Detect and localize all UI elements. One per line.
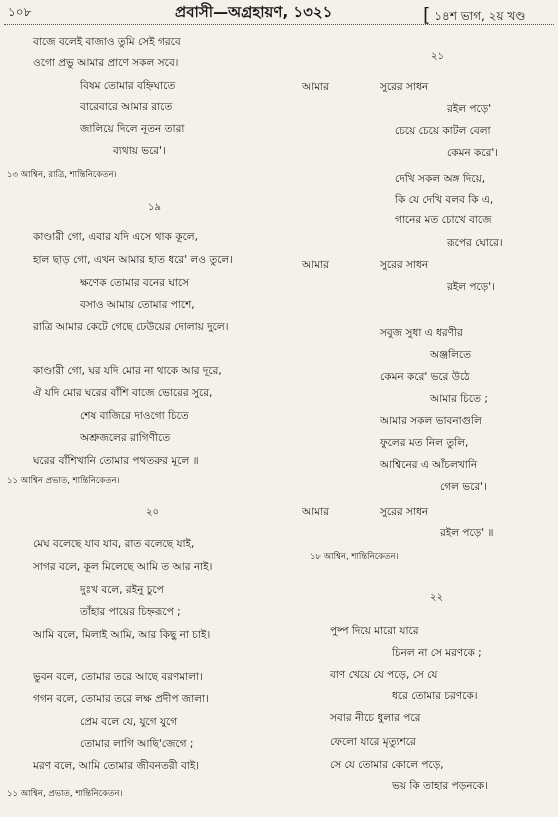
verse-line: মরণ বলে, আমি তোমার জীবনতরী বাই। [33, 760, 200, 772]
header-rule [4, 24, 554, 25]
poem-number: ২২ [430, 592, 444, 603]
verse-line: জালিয়ে দিলে নূতন তারা [80, 123, 185, 135]
verse-line: আমার চিতে ; [430, 393, 488, 405]
verse-line: ঐ যদি মোর ঘরের বাঁশি বাজে ভোরের সুরে, [33, 387, 213, 399]
verse-line: ব্যথায় ভরে'। [113, 145, 166, 157]
verse-line: ধরে তোমার চরণকে। [392, 690, 478, 702]
verse-line: প্রেম বলে যে, যুগে যুগে [80, 716, 178, 728]
verse-line: সে যে তোমার কোলে পড়ে, [330, 759, 444, 771]
verse-line: আমার [302, 506, 329, 518]
verse-line: ভয় কি তাহার পড়নকে। [392, 780, 488, 792]
verse-line: রইল পড়ে' ॥ [440, 527, 494, 539]
verse-line: দুঃখ বলে, রইনু চুপে [80, 584, 164, 596]
poem-number: ১৯ [148, 202, 161, 213]
dateline-note: ১৮ আশ্বিন, শান্তিনিকেতন। [310, 552, 399, 562]
journal-title: প্রবাসী—অগ্রহায়ণ, ১৩২১ [175, 3, 333, 21]
verse-line: বিষম তোমার বহ্নিঘাতে [80, 80, 176, 92]
verse-line: রইল পড়ে'। [447, 281, 495, 293]
verse-line: ওগো প্রভু আমার প্রাণে সকল সবে। [33, 57, 179, 69]
verse-line: বাণ খেয়ে যে পড়ে, সে যে [330, 669, 438, 681]
verse-line: ক্ষণেক তোমার বনের ঘাসে [80, 277, 190, 289]
verse-line: রাত্রি আমার কেটে গেছে ঢেউয়ের দোলায় দুলে। [33, 321, 229, 333]
bracket-glyph: [ [423, 4, 431, 26]
verse-line: অঞ্জলিতে [430, 349, 471, 361]
verse-line: তাঁহার পায়ের চিহ্নরূপে ; [80, 606, 181, 618]
verse-line: আশ্বিনের এ আঁচলখানি [380, 459, 478, 471]
verse-line: চেয়ে চেয়ে কাটল বেলা [395, 125, 491, 137]
verse-line: কেমন করে' ভরে উঠে [380, 371, 470, 383]
dateline-note: ১৩ আশ্বিন, রাত্রি, শান্তিনিকেতন। [7, 170, 117, 180]
verse-line: ঘরের বাঁশিখানি তোমার পথতরুর মূলে ॥ [33, 455, 199, 467]
verse-line: ফেলো যারে মৃত্যুশরে [330, 736, 416, 748]
verse-line: হাল ছাড় গো, এখন আমার হাত ধরে' লও তুলে। [33, 254, 233, 266]
verse-line: সবার নীচে ধুলার পরে [330, 712, 421, 724]
page-header [0, 0, 558, 24]
poem-number: ২০ [146, 507, 160, 518]
verse-line: আমি বলে, মিলাই আমি, আর কিছু না চাই। [33, 629, 211, 641]
verse-line: পুষ্প দিয়ে মারো যারে [330, 625, 419, 637]
dateline-note: ১১ আশ্বিন, প্রভাত, শান্তিনিকেতন। [7, 789, 123, 799]
verse-line: বসাও আমায় তোমার পাশে, [80, 299, 195, 311]
verse-line: রইল পড়ে' [447, 103, 492, 115]
page-number: ১০৮ [8, 5, 32, 19]
verse-line: তোমার লাগি আছি'জেগে ; [80, 738, 194, 750]
verse-line: গগন বলে, তোমার তরে লক্ষ প্রদীপ জালা। [33, 693, 209, 705]
verse-line: ফুলের মত নিল তুলি, [380, 437, 469, 449]
verse-line: কাণ্ডারী গো, ঘর যদি মোর না থাকে আর দূরে, [33, 365, 222, 377]
verse-line: অশ্রুজলের রাগিণীতে [80, 432, 171, 444]
verse-line: গানের মত চোখে বাজে [395, 214, 492, 226]
verse-line: চিনল না সে মরণকে ; [392, 647, 482, 659]
verse-line: আমার [302, 259, 329, 271]
verse-line: কেমন করে'। [447, 147, 499, 159]
verse-line: সুরের সাধন [380, 81, 429, 93]
verse-line: মেঘ বলেছে যাব যাব, রাত বলেছে যাই, [33, 538, 195, 550]
dateline-note: ১১ আশ্বিন প্রভাত, শান্তিনিকেতন। [7, 476, 120, 486]
verse-line: সুরের সাধন [380, 506, 429, 518]
verse-line: সাগর বলে, কূল মিলেছে আমি ত আর নাই। [33, 561, 213, 573]
verse-line: সবুজ সুধা এ ধরণীর [380, 327, 463, 339]
verse-line: কাণ্ডারী গো, এবার যদি এসে থাক কূলে, [33, 231, 198, 243]
verse-line: বারেবারে আমার রাতে [80, 101, 173, 113]
verse-line: আমার সকল ভাবনাগুলি [380, 415, 482, 427]
verse-line: গেল ভরে'। [440, 481, 487, 493]
verse-line: কি যে দেখি বলব কি এ, [395, 194, 494, 206]
verse-line: শেষ বাজিরে দাওগো চিতে [80, 410, 189, 422]
poem-number: ২১ [431, 51, 444, 62]
volume-text: ১৪শ ভাগ, ২য় খণ্ড [434, 9, 526, 23]
verse-line: রূপের ঘোরে। [447, 237, 503, 249]
verse-line: আমার [302, 81, 329, 93]
verse-line: দেখি সকল অঙ্গ দিয়ে, [395, 173, 486, 185]
verse-line: বাজে বলেই বাজাও তুমি সেই গরবে [33, 36, 181, 48]
verse-line: ভুবন বলে, তোমার তরে আছে বরণমালা। [33, 671, 203, 683]
verse-line: সুরের সাধন [380, 259, 429, 271]
